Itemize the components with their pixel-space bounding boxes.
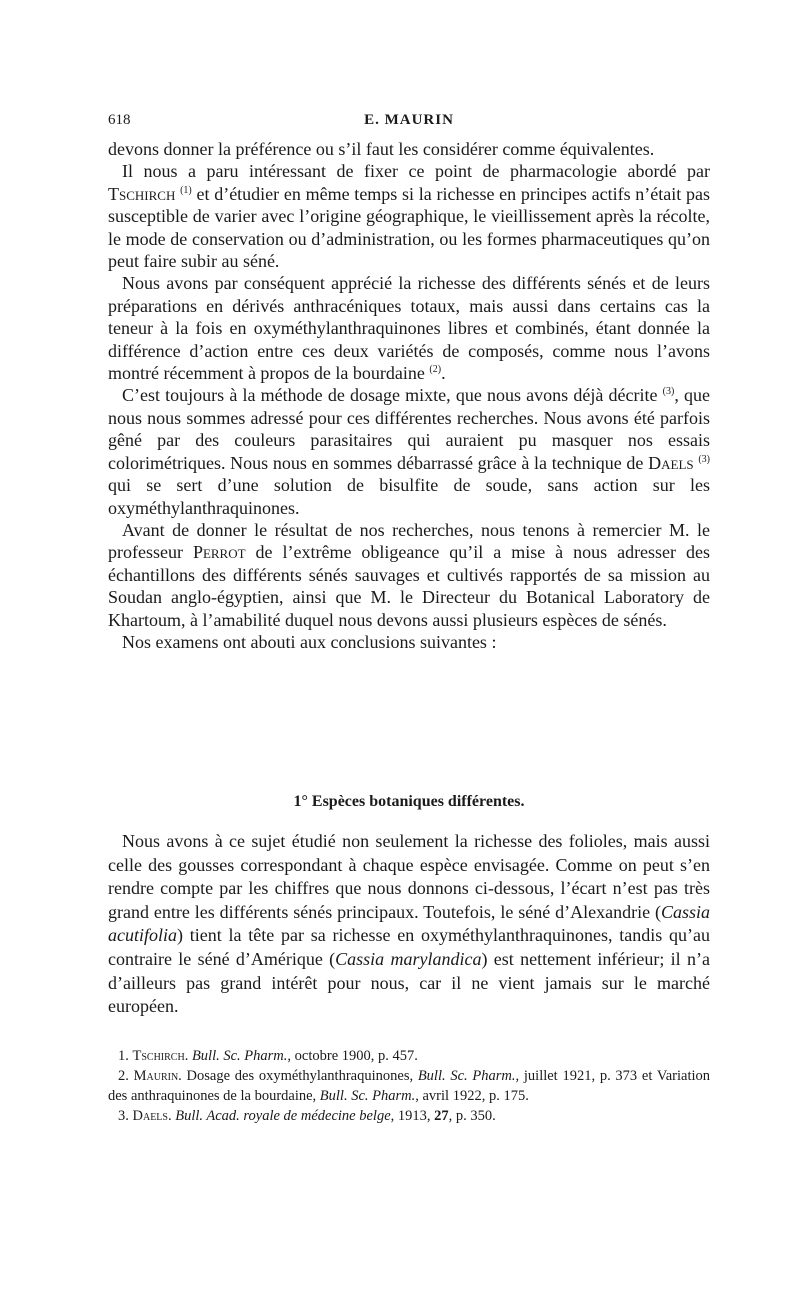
footnote-1-author: Tschirch.	[132, 1048, 189, 1064]
footnote-3	[108, 1106, 710, 1126]
paragraph-6: Nos examens ont abouti aux conclusions suivantes :	[122, 631, 497, 652]
footnote-1	[108, 1046, 710, 1066]
footnote-ref-1: (1)	[180, 184, 192, 196]
footnote-3-text-a: , 1913,	[390, 1108, 435, 1124]
paragraph-5	[108, 519, 710, 631]
footnote-ref-2: (2)	[429, 364, 442, 376]
footnote-3-number: 3.	[118, 1108, 129, 1124]
author-perrot: Perrot	[192, 542, 246, 563]
paragraph-4-text-b: , que nous nous sommes adressé pour ces différentes recherches. Nous avons été parfois gêné par des couleurs parasitaires qui auraient pu masquer nos essais colorimétriques. Nous nous en sommes débarrassé grâce à la technique de	[108, 385, 710, 473]
footnote-ref-3b: (3)	[698, 453, 711, 465]
section-text-c: ) est nettement inférieur; il n’a d’ailleurs pas grand intérêt pour nous, car il ne vient jamais sur le marché européen.	[108, 948, 710, 1017]
body-text	[108, 138, 710, 653]
footnote-1-number: 1.	[118, 1048, 129, 1064]
footnote-2-text-a: Dosage des oxyméthylanthraquinones,	[181, 1068, 418, 1084]
paragraph-4-text-c: qui se sert d’une solution de bisulfite de soude, sans action sur les oxyméthylanthraquinones.	[108, 475, 710, 518]
section-paragraph	[108, 830, 710, 1019]
paragraph-4-text-a: C’est toujours à la méthode de dosage mixte, que nous avons déjà décrite	[122, 385, 663, 406]
page-header	[108, 112, 710, 136]
paragraph-3-text-b: .	[441, 363, 446, 384]
footnote-2-text-c: , avril 1922, p. 175.	[415, 1088, 529, 1104]
paragraph-2	[108, 160, 710, 272]
running-head: E. MAURIN	[364, 112, 454, 128]
author-tschirch: Tschirch	[108, 183, 176, 204]
section-text-b: ) tient la tête par sa richesse en oxyméthylanthraquinones, tandis qu’au contraire le séné d’Amérique (	[108, 925, 710, 969]
species-cassia-marylandica: Cassia marylandica	[335, 948, 482, 969]
paragraph-2-text-b: et d’étudier en même temps si la richesse en principes actifs n’était pas susceptible de varier avec l’origine géographique, le vieillissement après la récolte, le mode de conservation ou d’administration, ou les formes pharmaceutiques qu’on peut faire subir au séné.	[108, 183, 711, 272]
footnote-3-volume: 27	[434, 1108, 449, 1124]
section-body	[108, 830, 710, 1019]
footnote-1-rest: , octobre 1900, p. 457.	[287, 1048, 418, 1064]
paragraph-2-text-a: Il nous a paru intéressant de fixer ce point de pharmacologie abordé par	[122, 161, 710, 182]
paragraph-5-text-a: Avant de donner le résultat de nos recherches, nous tenons à remercier M. le professeur	[108, 519, 710, 563]
footnotes	[108, 1046, 710, 1126]
footnote-2-number: 2.	[118, 1068, 129, 1084]
paragraph-3	[108, 272, 710, 384]
page-number: 618	[108, 112, 131, 128]
footnote-3-journal: Bull. Acad. royale de médecine belge	[175, 1108, 391, 1124]
footnote-2-journal-2: Bull. Sc. Pharm.	[319, 1088, 416, 1104]
section-text-a: Nous avons à ce sujet étudié non seulement la richesse des folioles, mais aussi celle des gousses correspondant à chaque espèce envisagée. Comme on peut s’en rendre compte par les chiffres que nous donnons ci-dessous, l’écart n’est pas très grand entre les différents sénés principaux. Toutefois, le séné d’Alexandrie (	[108, 831, 710, 922]
footnote-2	[108, 1066, 710, 1106]
footnote-2-text-b: , juillet 1921, p. 373 et Variation des anthraquinones de la bourdaine,	[108, 1068, 711, 1104]
paragraph-5-text-b: de l’extrême obligeance qu’il a mise à nous adresser des échantillons des différents sénés sauvages et cultivés rapportés de sa mission au Soudan anglo-égyptien, ainsi que M. le Directeur du Botanical Laboratory de Khartoum, à l’amabilité duquel nous devons aussi plusieurs espèces de sénés.	[108, 542, 710, 630]
species-cassia-acutifolia: Cassia acutifolia	[108, 901, 710, 946]
paragraph-4	[108, 384, 710, 518]
footnote-ref-3a: (3)	[662, 386, 675, 398]
paragraph-3-text-a: Nous avons par conséquent apprécié la richesse des différents sénés et de leurs préparations en dérivés anthracéniques totaux, mais aussi dans certains cas la teneur à la fois en oxyméthylanthraquinones libres et combinés, étant donnée la différence d’action entre ces deux variétés de composés, comme nous l’avons montré récemment à propos de la bourdaine	[108, 273, 710, 384]
footnote-2-journal-1: Bull. Sc. Pharm.	[417, 1068, 516, 1084]
author-daels: Daels	[648, 452, 694, 473]
section-heading: 1° Espèces botaniques différentes.	[293, 793, 525, 810]
footnote-1-journal: Bull. Sc. Pharm.	[191, 1048, 288, 1064]
footnote-3-author: Daels.	[132, 1108, 172, 1124]
footnote-2-author: Maurin.	[133, 1068, 182, 1084]
footnote-3-text-b: , p. 350.	[448, 1108, 496, 1124]
paragraph-1: devons donner la préférence ou s’il faut les considérer comme équivalentes.	[108, 139, 655, 159]
